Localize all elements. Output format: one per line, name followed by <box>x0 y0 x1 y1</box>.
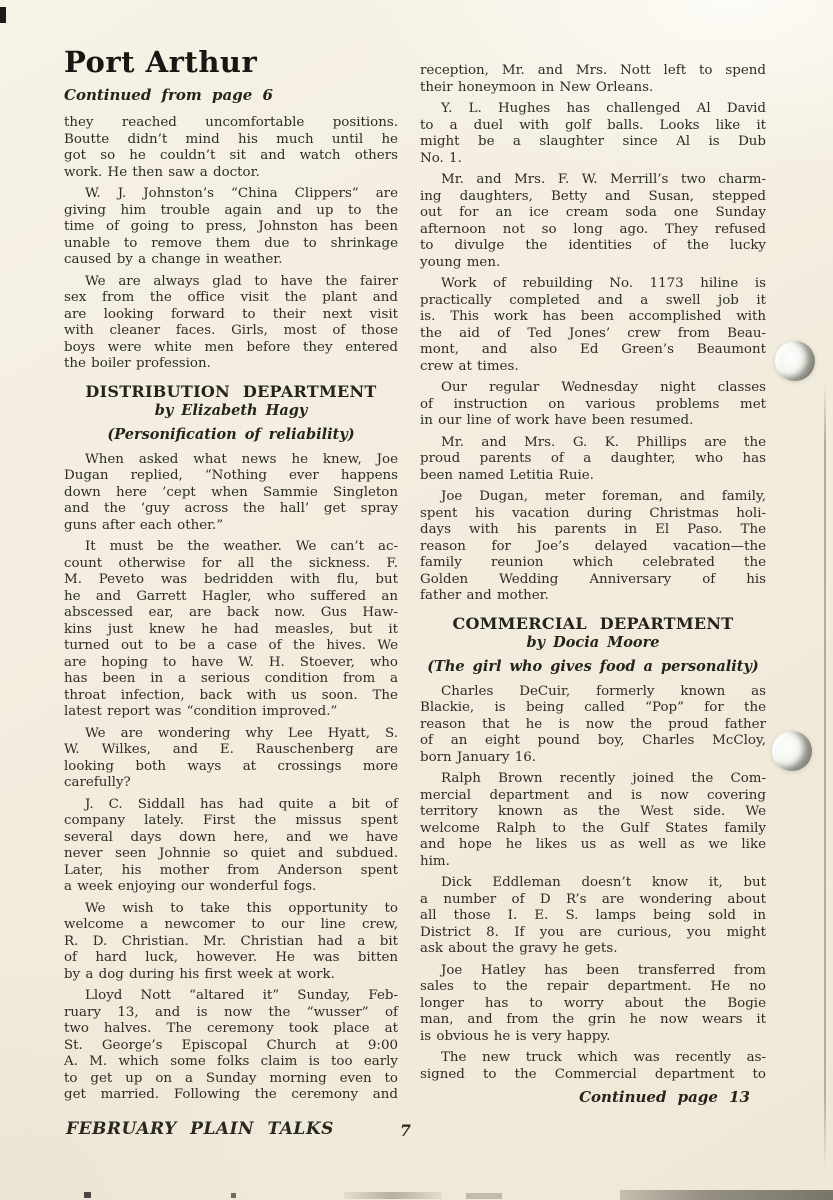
text-line: to get up on a Sunday morning even to <box>64 1070 398 1086</box>
text-line: several days down here, and we have <box>64 829 398 845</box>
paragraph <box>64 186 398 269</box>
text-line: guns after each other.” <box>64 517 224 533</box>
text-line: of hard luck, however. He was bitten <box>64 950 398 965</box>
text-line: been named Letitia Ruie. <box>420 467 594 483</box>
paragraph <box>64 988 398 1104</box>
article-title: Port Arthur <box>64 45 258 79</box>
scan-mark-top-left <box>0 7 6 23</box>
text-line: When asked what news he knew, Joe <box>85 451 398 467</box>
text-line: The new truck which was recently as- <box>441 1050 766 1065</box>
paragraph <box>64 539 398 721</box>
text-line: the aid of Ted Jones’ crew from Beau- <box>420 325 766 341</box>
text-line: ruary 13, and is now the “wusser” of <box>64 1004 398 1020</box>
text-line: Joe Dugan, meter foreman, and family, <box>441 489 766 504</box>
text-line: crew at times. <box>420 358 519 374</box>
text-line: him. <box>420 853 450 869</box>
text-line: signed to the Commercial department to <box>420 1066 766 1082</box>
paragraph <box>64 115 398 181</box>
paragraph <box>64 797 398 896</box>
section-title: DISTRIBUTION DEPARTMENT <box>85 381 377 401</box>
section-tagline: (The girl who gives food a personality) <box>427 657 759 675</box>
text-line: a week enjoying our wonderful fogs. <box>64 879 317 894</box>
text-line: two halves. The ceremony took place at <box>64 1021 398 1036</box>
text-line: Boutte didn’t mind his much until he <box>64 131 398 147</box>
hole-punch-bottom <box>772 731 812 771</box>
paragraph <box>420 771 766 870</box>
text-line: Golden Wedding Anniversary of his <box>420 571 766 587</box>
text-line: We are always glad to have the fairer <box>85 273 398 289</box>
left-column-body <box>64 115 398 1104</box>
section-heading <box>64 382 398 444</box>
paragraph <box>64 274 398 373</box>
text-line: he and Garrett Hagler, who suffered an <box>64 588 398 604</box>
text-line: ask about the gravy he gets. <box>420 941 618 956</box>
text-line: man, and from the grin he now wears it <box>420 1012 766 1027</box>
text-line: latest report was “condition improved.” <box>64 704 338 719</box>
text-line: has been in a serious condition from a <box>64 671 398 686</box>
text-line: No. 1. <box>420 150 462 166</box>
text-line: afternoon not so long ago. They refused <box>420 221 766 237</box>
paragraph <box>420 276 766 375</box>
text-line: count otherwise for all the sickness. F. <box>64 555 398 571</box>
text-line: territory known as the West side. We <box>420 804 766 819</box>
text-line: throat infection, back with us soon. The <box>64 687 398 703</box>
text-line: Work of rebuilding No. 1173 hiline is <box>441 276 766 291</box>
text-line: to a duel with golf balls. Looks like it <box>420 117 766 133</box>
section-tagline: (Personification of reliability) <box>107 425 355 443</box>
text-line: longer has to worry about the Bogie <box>420 995 766 1011</box>
text-line: and the ‘guy across the hall’ get spray <box>64 501 398 516</box>
text-line: A. M. which some folks claim is too early <box>64 1054 398 1069</box>
text-line: might be a slaughter since Al is Dub <box>420 134 766 149</box>
text-line: Our regular Wednesday night classes <box>441 380 766 395</box>
text-line: Charles DeCuir, formerly known as <box>441 683 766 699</box>
text-line: young men. <box>420 254 501 270</box>
scan-mark-bottom <box>231 1193 236 1198</box>
paragraph <box>420 684 766 767</box>
text-line: in our line of work have been resumed. <box>420 413 694 428</box>
text-line: mont, and also Ed Green’s Beaumont <box>420 342 766 357</box>
text-line: time of going to press, Johnston has been <box>64 219 398 234</box>
text-line: born January 16. <box>420 749 537 765</box>
paragraph <box>420 875 766 958</box>
text-line: Later, his mother from Anderson spent <box>64 862 398 878</box>
page-edge-line <box>824 382 826 1172</box>
text-line: Lloyd Nott “altared it” Sunday, Feb- <box>85 988 398 1003</box>
text-line: giving him trouble again and up to the <box>64 202 398 218</box>
text-line: Dick Eddleman doesn’t know it, but <box>441 875 766 890</box>
paragraph <box>420 1050 766 1083</box>
paragraph <box>420 489 766 605</box>
text-line: sales to the repair department. He no <box>420 979 766 994</box>
text-line: St. George’s Episcopal Church at 9:00 <box>64 1037 398 1053</box>
footer-page-number: 7 <box>400 1121 411 1140</box>
paragraph <box>64 901 398 984</box>
text-line: is. This work has been accomplished with <box>420 309 766 324</box>
text-line: Dugan replied, “Nothing ever happens <box>64 468 398 483</box>
footer-journal-title: FEBRUARY PLAIN TALKS <box>66 1119 334 1139</box>
text-line: of instruction on various problems met <box>420 396 766 412</box>
text-line: M. Peveto was bedridden with flu, but <box>64 572 398 587</box>
text-line: practically completed and a swell job it <box>420 292 766 308</box>
text-line: welcome Ralph to the Gulf States family <box>420 820 766 836</box>
text-line: to divulge the identities of the lucky <box>420 238 766 253</box>
text-line: reason for Joe’s delayed vacation—the <box>420 538 766 554</box>
text-line: District 8. If you are curious, you might <box>420 924 766 940</box>
scan-mark-bottom <box>84 1192 91 1198</box>
section-heading <box>420 614 766 676</box>
text-line: out for an ice cream soda one Sunday <box>420 205 766 220</box>
section-byline: by Elizabeth Hagy <box>154 401 308 419</box>
text-line: R. D. Christian. Mr. Christian had a bit <box>64 933 398 949</box>
text-line: unable to remove them due to shrinkage <box>64 235 398 251</box>
text-line: family reunion which celebrated the <box>420 555 766 570</box>
text-line: ing daughters, Betty and Susan, stepped <box>420 188 766 204</box>
text-line: kins just knew he had measles, but it <box>64 621 398 637</box>
scan-mark-bottom <box>466 1193 502 1199</box>
text-line: mercial department and is now covering <box>420 787 766 803</box>
text-line: they reached uncomfortable positions. <box>64 115 398 130</box>
text-line: sex from the office visit the plant and <box>64 290 398 305</box>
paragraph <box>64 726 398 792</box>
text-line: are hoping to have W. H. Stoever, who <box>64 654 398 670</box>
paragraph <box>420 63 766 96</box>
text-line: their honeymoon in New Orleans. <box>420 79 654 95</box>
text-line: get married. Following the ceremony and <box>64 1087 398 1102</box>
text-line: turned out to be a case of the hives. We <box>64 638 398 653</box>
text-line: We are wondering why Lee Hyatt, S. <box>85 725 398 741</box>
paragraph <box>420 101 766 167</box>
text-line: reason that he is now the proud father <box>420 716 766 732</box>
text-line: father and mother. <box>420 588 549 603</box>
text-line: We wish to take this opportunity to <box>85 900 398 916</box>
text-line: welcome a newcomer to our line crew, <box>64 917 398 932</box>
text-line: is obvious he is very happy. <box>420 1028 611 1044</box>
continued-from-note: Continued from page 6 <box>64 86 273 104</box>
text-line: Joe Hatley has been transferred from <box>441 962 766 978</box>
text-line: proud parents of a daughter, who has <box>420 451 766 466</box>
section-byline: by Docia Moore <box>526 633 660 651</box>
text-line: Ralph Brown recently joined the Com- <box>441 771 766 786</box>
text-line: J. C. Siddall has had quite a bit of <box>85 796 398 812</box>
right-column-body <box>420 63 766 1083</box>
text-line: work. He then saw a doctor. <box>64 164 260 180</box>
section-title: COMMERCIAL DEPARTMENT <box>452 613 734 633</box>
text-line: Blackie, is being called “Pop” for the <box>420 700 766 715</box>
text-line: the boiler profession. <box>64 356 211 371</box>
text-line: and hope he likes us as well as we like <box>420 837 766 852</box>
text-line: W. J. Johnston’s “China Clippers” are <box>85 186 398 201</box>
paragraph <box>420 172 766 271</box>
text-line: are looking forward to their next visit <box>64 306 398 322</box>
text-line: boys were white men before they entered <box>64 339 398 355</box>
text-line: looking both ways at crossings more <box>64 758 398 774</box>
text-line: of an eight pound boy, Charles McCloy, <box>420 733 766 748</box>
text-line: reception, Mr. and Mrs. Nott left to spend <box>420 63 766 78</box>
text-line: with cleaner faces. Girls, most of those <box>64 323 398 338</box>
hole-punch-top <box>775 341 815 381</box>
paragraph <box>420 435 766 485</box>
text-line: days with his parents in El Paso. The <box>420 522 766 537</box>
right-column <box>420 52 766 1106</box>
left-column <box>64 46 398 1109</box>
text-line: It must be the weather. We can’t ac- <box>85 539 398 554</box>
paragraph <box>420 963 766 1046</box>
scan-mark-bottom <box>620 1190 833 1200</box>
text-line: company lately. First the missus spent <box>64 813 398 828</box>
text-line: carefully? <box>64 775 131 790</box>
text-line: got so he couldn’t sit and watch others <box>64 148 398 163</box>
text-line: W. Wilkes, and E. Rauschenberg are <box>64 742 398 757</box>
continued-to-note: Continued page 13 <box>579 1088 750 1106</box>
text-line: all those I. E. S. lamps being sold in <box>420 908 766 923</box>
text-line: down here ’cept when Sammie Singleton <box>64 484 398 500</box>
text-line: caused by a change in weather. <box>64 252 283 267</box>
paragraph <box>420 380 766 430</box>
paragraph <box>64 452 398 535</box>
text-line: abscessed ear, are back now. Gus Haw- <box>64 605 398 620</box>
text-line: Mr. and Mrs. F. W. Merrill’s two charm- <box>441 172 766 187</box>
text-line: by a dog during his first week at work. <box>64 966 335 982</box>
text-line: a number of D R’s are wondering about <box>420 891 766 907</box>
scan-mark-bottom <box>344 1192 442 1199</box>
text-line: never seen Johnnie so quiet and subdued. <box>64 846 398 861</box>
text-line: Mr. and Mrs. G. K. Phillips are the <box>441 434 766 450</box>
text-line: Y. L. Hughes has challenged Al David <box>441 101 766 116</box>
text-line: spent his vacation during Christmas holi- <box>420 505 766 521</box>
